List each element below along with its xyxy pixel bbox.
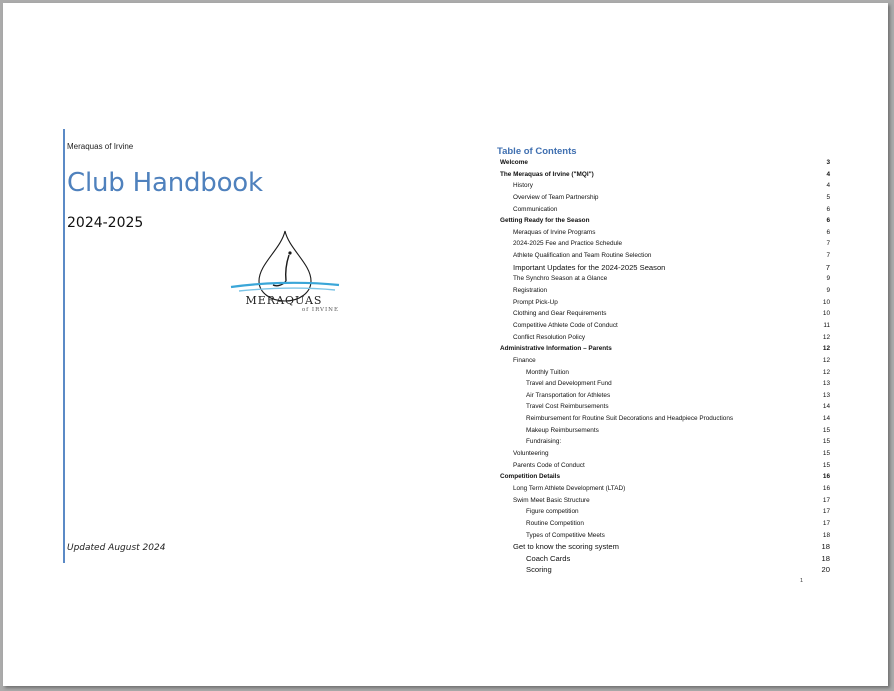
toc-entry-page: 12	[822, 333, 830, 341]
toc-entry[interactable]	[497, 308, 830, 320]
toc-entry-page: 15	[822, 461, 830, 469]
toc-entry-page: 12	[822, 356, 830, 364]
toc-entry-label: Get to know the scoring system	[513, 542, 619, 552]
toc-entry[interactable]	[497, 530, 830, 542]
season-years: 2024-2025	[67, 215, 144, 231]
toc-entry[interactable]	[497, 262, 830, 274]
toc-entry-label: Figure competition	[526, 508, 579, 516]
toc-entry[interactable]	[497, 285, 830, 297]
toc-entry-page: 7	[825, 262, 830, 272]
toc-entry-page: 6	[826, 228, 830, 236]
toc-entry[interactable]	[497, 215, 830, 227]
toc-entry[interactable]	[497, 355, 830, 367]
handbook-title: Club Handbook	[67, 168, 263, 198]
toc-entry-page: 5	[826, 193, 830, 201]
toc-entry[interactable]	[497, 332, 830, 344]
toc-entry-page: 4	[826, 170, 830, 178]
toc-entry[interactable]	[497, 506, 830, 518]
toc-entry-label: Finance	[513, 356, 536, 364]
toc-entry[interactable]	[497, 320, 830, 332]
toc-entry-page: 9	[826, 275, 830, 283]
toc-entry-label: Scoring	[526, 565, 552, 575]
toc-entry[interactable]	[497, 436, 830, 448]
toc-entry-page: 10	[822, 298, 830, 306]
toc-entry-label: Meraquas of Irvine Programs	[513, 228, 596, 236]
toc-entry[interactable]	[497, 297, 830, 309]
toc-entry-page: 17	[822, 519, 830, 527]
toc-entry-page: 6	[826, 205, 830, 213]
toc-entry[interactable]	[497, 378, 830, 390]
toc-entry-page: 15	[822, 438, 830, 446]
toc-entry-page: 15	[822, 426, 830, 434]
toc-entry-page: 7	[826, 252, 830, 260]
toc-entry-page: 16	[822, 473, 830, 481]
toc-entry-label: Swim Meet Basic Structure	[513, 496, 590, 504]
toc-entry-page: 13	[822, 380, 830, 388]
document-page	[3, 3, 888, 686]
toc-entry-page: 12	[822, 368, 830, 376]
toc-entry[interactable]	[497, 541, 830, 553]
toc-entry-label: Types of Competitive Meets	[526, 531, 605, 539]
toc-entry[interactable]	[497, 204, 830, 216]
toc-entry-page: 10	[822, 310, 830, 318]
organization-name: Meraquas of Irvine	[67, 142, 134, 151]
toc-entry[interactable]	[497, 425, 830, 437]
toc-entry-label: Communication	[513, 205, 558, 213]
toc-entry-label: Athlete Qualification and Team Routine Selection	[513, 252, 652, 260]
toc-entry-label: Makeup Reimbursements	[526, 426, 599, 434]
toc-entry-page: 16	[822, 484, 830, 492]
toc-entry-page: 14	[822, 415, 830, 423]
toc-entry-page: 15	[822, 450, 830, 458]
logo-wordmark: MERAQUAS	[245, 294, 323, 307]
toc-entry-label: Registration	[513, 287, 548, 295]
toc-entry-page: 18	[822, 531, 830, 539]
toc-entry[interactable]	[497, 471, 830, 483]
toc-entry-label: Monthly Tuition	[526, 368, 569, 376]
toc-entry-label: Routine Competition	[526, 519, 584, 527]
toc-entry-label: Clothing and Gear Requirements	[513, 310, 607, 318]
updated-date: Updated August 2024	[67, 543, 166, 553]
toc-entry[interactable]	[497, 250, 830, 262]
toc-entry-label: Competitive Athlete Code of Conduct	[513, 321, 618, 329]
toc-entry[interactable]	[497, 227, 830, 239]
toc-entry[interactable]	[497, 518, 830, 530]
toc-entry-label: Overview of Team Partnership	[513, 193, 599, 201]
toc-entry-label: Competition Details	[500, 473, 561, 481]
toc-entry-page: 11	[823, 321, 830, 329]
toc-entry-page: 6	[826, 217, 830, 225]
toc-entry[interactable]	[497, 192, 830, 204]
page-number: 1	[800, 578, 804, 584]
toc-entry[interactable]	[497, 483, 830, 495]
toc-entry[interactable]	[497, 273, 830, 285]
toc-entry-label: Coach Cards	[526, 553, 571, 563]
cover-vertical-rule	[63, 129, 65, 563]
toc-entry[interactable]	[497, 413, 830, 425]
toc-entry[interactable]	[497, 460, 830, 472]
toc-entry-label: History	[513, 182, 533, 190]
toc-entry[interactable]	[497, 169, 830, 181]
toc-entry-page: 4	[826, 182, 830, 190]
toc-entry[interactable]	[497, 367, 830, 379]
toc-entry[interactable]	[497, 343, 830, 355]
toc-entry-label: Administrative Information – Parents	[500, 345, 612, 353]
toc-entry-label: Travel and Development Fund	[526, 380, 612, 388]
toc-entry[interactable]	[497, 238, 830, 250]
toc-entry-label: Conflict Resolution Policy	[513, 333, 586, 341]
toc-entry[interactable]	[497, 448, 830, 460]
toc-entry-label: The Synchro Season at a Glance	[513, 275, 608, 283]
toc-entry-label: Volunteering	[513, 450, 549, 458]
toc-entry-page: 17	[822, 496, 830, 504]
toc-entry[interactable]	[497, 564, 830, 576]
toc-entry-label: Getting Ready for the Season	[500, 217, 590, 225]
toc-entry-page: 3	[826, 159, 830, 166]
toc-entry-page: 18	[821, 553, 830, 563]
toc-entry-label: Fundraising:	[526, 438, 562, 446]
toc-entry[interactable]	[497, 180, 830, 192]
toc-entry-page: 18	[821, 542, 830, 552]
toc-entry[interactable]	[497, 495, 830, 507]
toc-entry[interactable]	[497, 401, 830, 413]
toc-entry[interactable]	[497, 157, 830, 169]
toc-entry-page: 14	[822, 403, 830, 411]
toc-entry-page: 9	[826, 287, 830, 295]
toc-entry-label: Travel Cost Reimbursements	[526, 403, 609, 411]
toc-entry-label: Prompt Pick-Up	[513, 298, 558, 306]
toc-entry-page: 12	[822, 345, 830, 353]
toc-entry-page: 20	[821, 565, 830, 575]
toc-entry-page: 7	[826, 240, 830, 248]
toc-entry-label: Long Term Athlete Development (LTAD)	[513, 484, 626, 492]
toc-entry-page: 17	[822, 508, 830, 516]
toc-entry-label: Parents Code of Conduct	[513, 461, 585, 469]
toc-entry[interactable]	[497, 553, 830, 565]
toc-heading: Table of Contents	[497, 146, 577, 157]
logo-subtitle: of IRVINE	[301, 307, 339, 313]
toc-entry-label: Important Updates for the 2024-2025 Season	[513, 262, 666, 272]
toc-entry-label: The Meraquas of Irvine ("MQI")	[500, 170, 594, 178]
toc-entry-label: 2024-2025 Fee and Practice Schedule	[513, 240, 623, 248]
toc-entry[interactable]	[497, 390, 830, 402]
toc-entry-label: Air Transportation for Athletes	[526, 391, 611, 399]
toc-entry-label: Welcome	[500, 159, 528, 166]
table-of-contents	[497, 157, 830, 576]
toc-entry-page: 13	[822, 391, 830, 399]
toc-entry-label: Reimbursement for Routine Suit Decorations and Headpiece Productions	[526, 415, 734, 423]
